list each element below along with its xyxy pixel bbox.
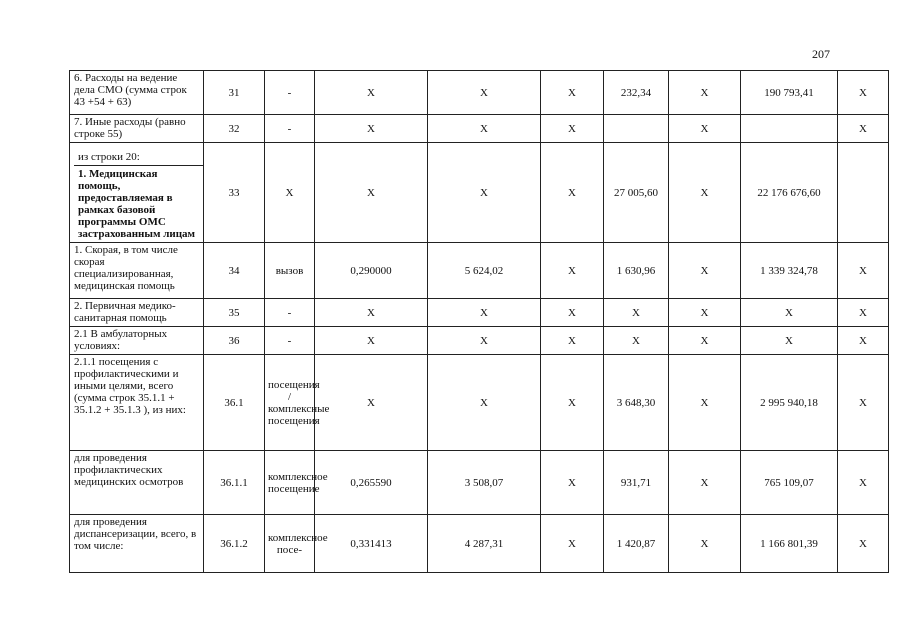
cell: X	[315, 143, 428, 243]
cell: X	[428, 299, 541, 327]
cell: X	[741, 327, 838, 355]
row-code: 32	[204, 115, 265, 143]
table-row	[70, 115, 889, 143]
row-unit: X	[265, 143, 315, 243]
row-code: 35	[204, 299, 265, 327]
cell: X	[669, 355, 741, 451]
row-unit: -	[265, 115, 315, 143]
cell: X	[741, 299, 838, 327]
cell: 190 793,41	[741, 71, 838, 115]
row-name: 2. Первичная медико-санитарная помощь	[70, 299, 204, 327]
cell: X	[838, 71, 889, 115]
cell: X	[428, 71, 541, 115]
cell: X	[669, 327, 741, 355]
cell: 1 420,87	[604, 515, 669, 573]
cell: X	[428, 115, 541, 143]
table-row	[70, 243, 889, 299]
cell: 2 995 940,18	[741, 355, 838, 451]
row-unit: комплексное посе-	[265, 515, 315, 573]
cell	[741, 115, 838, 143]
cost-table	[69, 70, 889, 573]
row-code: 36.1.2	[204, 515, 265, 573]
page-number: 207	[812, 47, 830, 61]
cell: X	[838, 243, 889, 299]
cell: X	[838, 451, 889, 515]
row-name: 2.1 В амбулаторных условиях:	[70, 327, 204, 355]
cell	[838, 143, 889, 243]
row-unit: посещения / комплексные посещения	[265, 355, 315, 451]
cell: X	[669, 71, 741, 115]
cell: X	[541, 451, 604, 515]
cell: X	[541, 515, 604, 573]
table-row	[70, 299, 889, 327]
cell: X	[669, 115, 741, 143]
cell: X	[315, 355, 428, 451]
cell	[604, 115, 669, 143]
cell: 22 176 676,60	[741, 143, 838, 243]
row-name: для проведения профилактических медицинских осмотров	[70, 451, 204, 515]
cell: 1 339 324,78	[741, 243, 838, 299]
row-code: 31	[204, 71, 265, 115]
cell: 931,71	[604, 451, 669, 515]
cell: X	[428, 355, 541, 451]
row-code: 36	[204, 327, 265, 355]
cell: X	[669, 143, 741, 243]
cell: X	[315, 71, 428, 115]
cell: X	[315, 299, 428, 327]
cell: 0,290000	[315, 243, 428, 299]
cell: X	[669, 243, 741, 299]
row-code: 36.1	[204, 355, 265, 451]
cell: 0,265590	[315, 451, 428, 515]
cell: 232,34	[604, 71, 669, 115]
cell: 1 166 801,39	[741, 515, 838, 573]
row-unit: комплексное посещение	[265, 451, 315, 515]
cell: X	[541, 115, 604, 143]
row-code: 33	[204, 143, 265, 243]
cell: X	[541, 71, 604, 115]
cell: X	[838, 299, 889, 327]
cell: X	[541, 355, 604, 451]
row-name-bold: 1. Медицинская помощь, предоставляемая в рамках базовой программы ОМС застрахованным лицам	[78, 168, 196, 240]
cell: X	[315, 327, 428, 355]
cell: X	[604, 327, 669, 355]
row-name	[70, 143, 204, 243]
table-row	[70, 143, 889, 243]
row-unit: -	[265, 299, 315, 327]
cell: 5 624,02	[428, 243, 541, 299]
row-code: 34	[204, 243, 265, 299]
cell: X	[669, 299, 741, 327]
row-unit: вызов	[265, 243, 315, 299]
row-name: 6. Расходы на ведение дела СМО (сумма строк 43 +54 + 63)	[70, 71, 204, 115]
cell: 4 287,31	[428, 515, 541, 573]
cell: X	[541, 299, 604, 327]
cell: X	[315, 115, 428, 143]
cell: 0,331413	[315, 515, 428, 573]
cell: 765 109,07	[741, 451, 838, 515]
cell: 1 630,96	[604, 243, 669, 299]
cell: X	[428, 143, 541, 243]
cell: X	[838, 355, 889, 451]
cell: X	[838, 115, 889, 143]
cell: 3 508,07	[428, 451, 541, 515]
cell: X	[428, 327, 541, 355]
table-row	[70, 451, 889, 515]
table-row	[70, 71, 889, 115]
table-row	[70, 327, 889, 355]
table-row	[70, 515, 889, 573]
cell: X	[669, 515, 741, 573]
cell: X	[541, 143, 604, 243]
cell: X	[541, 243, 604, 299]
row-name: 2.1.1 посещения с профилактическими и иными целями, всего (сумма строк 35.1.1 + 35.1.2 + 35.1.3 ), из них:	[70, 355, 204, 451]
row-name: для проведения диспансеризации, всего, в том числе:	[70, 515, 204, 573]
row-name: 1. Скорая, в том числе скорая специализированная, медицинская помощь	[70, 243, 204, 299]
cell: 27 005,60	[604, 143, 669, 243]
cell: X	[541, 327, 604, 355]
row-code: 36.1.1	[204, 451, 265, 515]
cell: X	[604, 299, 669, 327]
row-unit: -	[265, 71, 315, 115]
row-unit: -	[265, 327, 315, 355]
row-name-prefix: из строки 20:	[74, 143, 203, 166]
cell: 3 648,30	[604, 355, 669, 451]
row-name: 7. Иные расходы (равно строке 55)	[70, 115, 204, 143]
table-row	[70, 355, 889, 451]
cell: X	[669, 451, 741, 515]
cell: X	[838, 327, 889, 355]
cell: X	[838, 515, 889, 573]
